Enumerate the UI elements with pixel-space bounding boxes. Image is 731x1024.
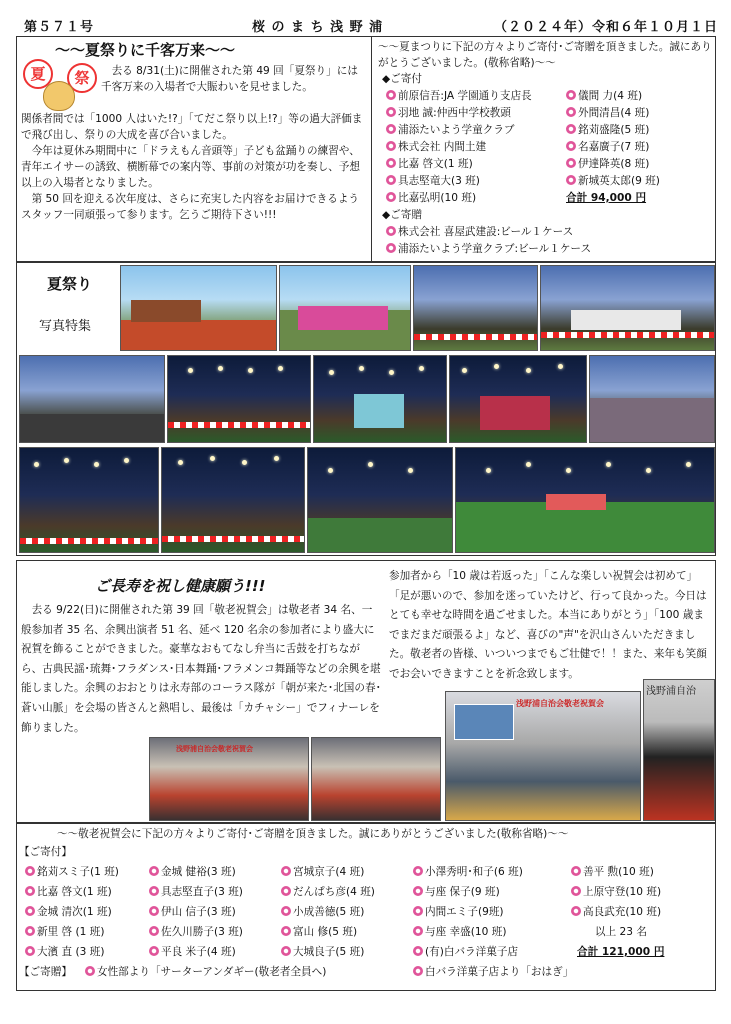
donor-left-2: 羽地 誠:仲西中学校教頭 bbox=[386, 105, 511, 120]
donors-intro: ～～夏まつりに下記の方々よりご寄付･ご寄贈を頂きました。誠にありがとうございました。(敬称省略)～～ bbox=[378, 41, 712, 69]
photo-gallery bbox=[16, 262, 716, 556]
flower-icon bbox=[386, 107, 396, 117]
keiro-donor: 小澤秀明･和子(6 班) bbox=[413, 864, 523, 879]
banner-sign-text: 浅野浦自治 bbox=[646, 686, 696, 697]
flower-icon bbox=[281, 906, 291, 916]
mascot-character bbox=[43, 81, 75, 111]
photo-aerial-festival bbox=[455, 447, 715, 553]
donors-total: 合計 94,000 円 bbox=[566, 192, 647, 204]
flower-icon bbox=[386, 124, 396, 134]
keiro-donor: 内間エミ子(9班) bbox=[413, 904, 504, 919]
summer-para-1: 去る 8/31(土)に開催された第 49 回「夏祭り」には千客万来の入場者で大賑わいを見せました。 bbox=[101, 65, 358, 93]
keiro-heading: ご長寿を祝し健康願う!!! bbox=[95, 577, 266, 595]
photo-stage-night bbox=[161, 447, 305, 553]
festival-fan-badge: 祭 bbox=[67, 63, 97, 93]
keiro-para-2: 参加者から「10 歳は若返った」「こんな楽しい祝賀会は初めて」「足が悪いので、参加を迷っていたけど、行って良かった。今日はとても幸せな時間を過ごせました。本当にありがとう」「100 歳までまだまだ頑張るよ」など、喜びの"声"を沢山さんいただきました。敬老者の皆様、いついつまでもご壮健で！！また、来年も笑顔でお会いできますことを祈念致します。 bbox=[389, 570, 707, 680]
photo-crowd-seated bbox=[589, 355, 715, 443]
keiro-kizo-1: 女性部より「サーターアンダギー(敬老者全員へ) bbox=[85, 964, 326, 979]
keiro-donor: 高良武充(10 班) bbox=[571, 904, 661, 919]
flower-icon bbox=[386, 226, 396, 236]
keiro-kifu-heading: 【ご寄付】 bbox=[19, 846, 72, 858]
photo-dancers-pink bbox=[279, 265, 411, 351]
photo-eisa-group bbox=[540, 265, 715, 351]
donor-left-1: 前原信吾:JA 学園通り支店長 bbox=[386, 88, 532, 103]
keiro-donors-intro: ～～敬老祝賀会に下記の方々よりご寄付･ご寄贈を頂きました。誠にありがとうございました(敬称省略)～～ bbox=[57, 828, 569, 840]
donor-right-3: 銘苅盛隆(5 班) bbox=[566, 122, 649, 137]
flower-icon bbox=[413, 926, 423, 936]
gallery-title: 夏祭り bbox=[47, 275, 93, 293]
banner-text-2: 浅野浦自治会敬老祝賀会 bbox=[516, 699, 604, 708]
flower-icon bbox=[149, 926, 159, 936]
flower-icon bbox=[571, 906, 581, 916]
donor-left-6: 具志堅竜大(3 班) bbox=[386, 173, 480, 188]
kizo-heading: ◆ご寄贈 bbox=[382, 209, 422, 221]
flower-icon bbox=[566, 124, 576, 134]
keiro-article bbox=[16, 560, 716, 823]
keiro-donor: 富山 修(5 班) bbox=[281, 924, 357, 939]
donor-left-4: 株式会社 内間土建 bbox=[386, 139, 486, 154]
flower-icon bbox=[281, 886, 291, 896]
kizo-item-1: 株式会社 喜屋武建設:ビール１ケース bbox=[386, 224, 573, 239]
flower-icon bbox=[386, 158, 396, 168]
flower-icon bbox=[413, 966, 423, 976]
flower-icon bbox=[566, 107, 576, 117]
flower-icon bbox=[149, 886, 159, 896]
keiro-donor: 善平 勲(10 班) bbox=[571, 864, 654, 879]
photo-chorus bbox=[311, 737, 441, 821]
issue-date: （２０２４年）令和６年１０月１日 bbox=[494, 20, 719, 35]
newsletter-title: 桜 の ま ち 浅 野 浦 bbox=[252, 20, 384, 35]
keiro-kizo-2: 白バラ洋菓子店より「おはぎ」 bbox=[413, 964, 573, 979]
keiro-donor: 大城良子(5 班) bbox=[281, 944, 364, 959]
flower-icon bbox=[566, 175, 576, 185]
photo-flamenco-dancer bbox=[643, 679, 715, 821]
keiro-donor: 金城 健裕(3 班) bbox=[149, 864, 236, 879]
flower-icon bbox=[25, 886, 35, 896]
keiro-donor: 金城 清次(1 班) bbox=[25, 904, 112, 919]
flower-icon bbox=[566, 90, 576, 100]
photo-children-dance bbox=[413, 265, 538, 351]
keiro-donor: 小成善徳(5 班) bbox=[281, 904, 364, 919]
flower-icon bbox=[281, 946, 291, 956]
flower-icon bbox=[386, 175, 396, 185]
summer-para-2: 関係者間では「1000 人はいた!?」「てだこ祭り以上!?」等の過大評価まで飛び出し、祭りの大成を喜び合いました。 bbox=[21, 113, 363, 141]
flower-icon bbox=[149, 866, 159, 876]
photo-musicians bbox=[19, 447, 159, 553]
flower-icon bbox=[281, 926, 291, 936]
keiro-para-1: 去る 9/22(日)に開催された第 39 回「敬老祝賀会」は敬老者 34 名、一般参加者 35 名、余興出演者 51 名、延べ 120 名余の参加者により盛大に祝賀を飾ることができました。豪華なおもてなし弁当に舌鼓を打ちながら、古典民謡･琉舞･フラダンス･日本舞踊･フラメンコ舞踊等などの余興を堪能しました。余興のおおとりは永寿部のコーラス隊が「朝が来た･北国の春･蒼い山脈」を会場の皆さんと熱唱し、最後は「カチャシー」でフィナーレを飾りました。 bbox=[21, 604, 381, 734]
gallery-subtitle: 写真特集 bbox=[39, 319, 92, 334]
donor-right-5: 伊達降英(8 班) bbox=[566, 156, 649, 171]
keiro-donor-count: 以上 23 名 bbox=[595, 926, 647, 938]
banner-text: 浅野浦自治会敬老祝賀会 bbox=[176, 745, 253, 753]
flower-icon bbox=[85, 966, 95, 976]
summer-fan-badge: 夏 bbox=[23, 59, 53, 89]
kifu-heading: ◆ご寄付 bbox=[382, 73, 422, 85]
flower-icon bbox=[571, 866, 581, 876]
donor-right-1: 儀間 力(4 班) bbox=[566, 88, 642, 103]
keiro-donor: 比嘉 啓文(1 班) bbox=[25, 884, 112, 899]
keiro-donor: (有)白バラ洋菓子店 bbox=[413, 944, 518, 959]
keiro-donor: 宮城京子(4 班) bbox=[281, 864, 364, 879]
flower-icon bbox=[25, 866, 35, 876]
flower-icon bbox=[413, 886, 423, 896]
flower-icon bbox=[25, 926, 35, 936]
summer-heading: ～～夏祭りに千客万来～～ bbox=[55, 41, 236, 59]
keiro-donor: 具志堅直子(3 班) bbox=[149, 884, 243, 899]
photo-bon-dance-circle bbox=[307, 447, 453, 553]
flower-icon bbox=[386, 192, 396, 202]
flower-icon bbox=[25, 946, 35, 956]
keiro-donor: 新里 啓 (1 班) bbox=[25, 924, 104, 939]
photo-red-dancers bbox=[449, 355, 587, 443]
summer-article bbox=[16, 36, 372, 262]
keiro-donor: 伊山 信子(3 班) bbox=[149, 904, 236, 919]
photo-stage-performers bbox=[149, 737, 309, 821]
keiro-donor: 与座 保子(9 班) bbox=[413, 884, 500, 899]
flower-icon bbox=[566, 158, 576, 168]
flower-icon bbox=[413, 866, 423, 876]
photo-banquet-hall bbox=[445, 691, 641, 821]
photo-festival-stage bbox=[120, 265, 277, 351]
flower-icon bbox=[149, 906, 159, 916]
photo-drummers bbox=[167, 355, 311, 443]
keiro-donor: 銘苅スミ子(1 班) bbox=[25, 864, 119, 879]
flower-icon bbox=[386, 243, 396, 253]
issue-number: 第５７１号 bbox=[24, 20, 95, 35]
festival-mascot-illustration bbox=[23, 59, 99, 111]
flower-icon bbox=[25, 906, 35, 916]
summer-para-4: 第 50 回を迎える次年度は、さらに充実した内容をお届けできるようスタッフ一同頑張って参ります。乞うご期待下さい!!! bbox=[21, 193, 360, 221]
photo-ryubu-dancers bbox=[313, 355, 447, 443]
donor-left-3: 浦添たいよう学童クラブ bbox=[386, 122, 515, 137]
flower-icon bbox=[149, 946, 159, 956]
projector-screen bbox=[454, 704, 514, 740]
flower-icon bbox=[386, 90, 396, 100]
flower-icon bbox=[281, 866, 291, 876]
donor-right-2: 外間清昌(4 班) bbox=[566, 105, 649, 120]
flower-icon bbox=[386, 141, 396, 151]
keiro-donor: だんぱち彦(4 班) bbox=[281, 884, 375, 899]
keiro-donor: 与座 幸盛(10 班) bbox=[413, 924, 506, 939]
flower-icon bbox=[571, 886, 581, 896]
keiro-donor: 大濱 直 (3 班) bbox=[25, 944, 104, 959]
donor-left-5: 比嘉 啓文(1 班) bbox=[386, 156, 473, 171]
keiro-donors bbox=[16, 823, 716, 991]
summer-donors bbox=[371, 36, 716, 262]
donor-left-7: 比嘉弘明(10 班) bbox=[386, 190, 476, 205]
keiro-donor: 佐久川勝子(3 班) bbox=[149, 924, 243, 939]
flower-icon bbox=[413, 906, 423, 916]
keiro-donors-total: 合計 121,000 円 bbox=[577, 946, 665, 958]
donor-right-6: 新城英太郎(9 班) bbox=[566, 173, 660, 188]
keiro-donor: 平良 米子(4 班) bbox=[149, 944, 236, 959]
donor-right-4: 名嘉廣子(7 班) bbox=[566, 139, 649, 154]
keiro-kizo-heading: 【ご寄贈】 bbox=[19, 966, 72, 978]
flower-icon bbox=[413, 946, 423, 956]
kizo-item-2: 浦添たいよう学童クラブ:ビール１ケース bbox=[386, 241, 591, 256]
photo-tent-audience bbox=[19, 355, 165, 443]
keiro-donor: 上原守登(10 班) bbox=[571, 884, 661, 899]
flower-icon bbox=[566, 141, 576, 151]
summer-para-3: 今年は夏休み期間中に「ドラえもん音頭等」子ども盆踊りの練習や、青年エイサーの誘致、横断幕での案内等、事前の対策が功を奏し、予想以上の入場者となりました。 bbox=[21, 145, 360, 189]
